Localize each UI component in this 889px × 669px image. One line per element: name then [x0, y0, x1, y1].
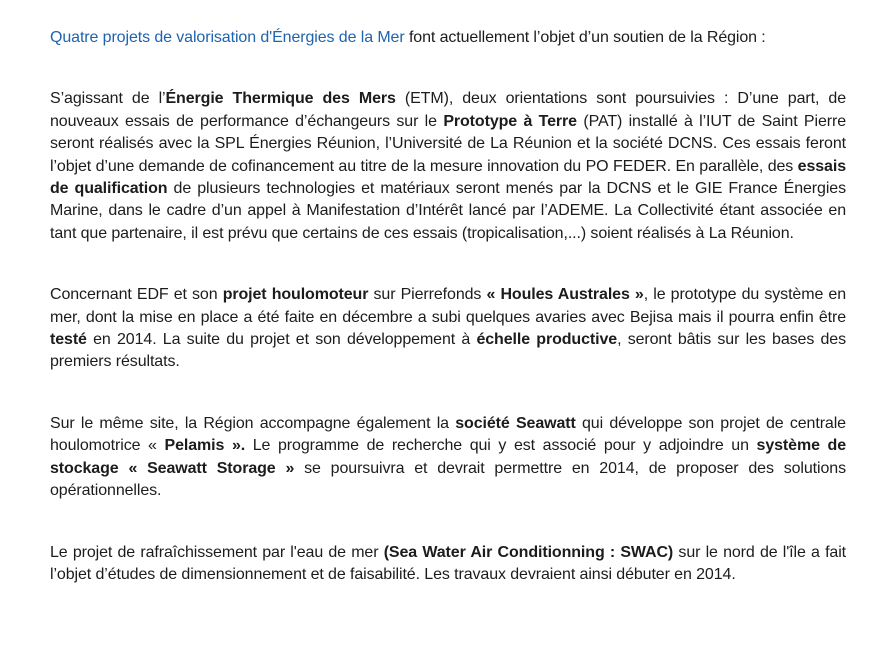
paragraph	[50, 88, 846, 245]
bold-text-run: « Houles Australes »	[486, 286, 644, 304]
text-run: Sur le même site, la Région accompagne également la	[50, 414, 456, 432]
paragraph	[50, 542, 846, 587]
bold-text-run: « Seawatt Storage »	[128, 459, 295, 477]
text-run: qui développe son projet de centrale houlomotrice «	[50, 414, 846, 455]
text-run: Le projet de rafraîchissement par l'eau de mer	[50, 543, 384, 561]
text-run: (ETM), deux orientations sont poursuivies : D’une part, de nouveaux essais de performance d’échangeurs sur le	[50, 90, 846, 130]
text-run: , le prototype du système en mer, dont la mise en place a été faite en décembre a subi quelques avaries avec Bejisa mais il pourra enfin être	[50, 286, 846, 326]
text-run: , seront bâtis sur les bases des premiers résultats.	[50, 331, 846, 371]
bold-text-run: (Sea Water Air Conditionning : SWAC)	[383, 543, 674, 561]
bold-text-run: Prototype à Terre	[443, 112, 577, 130]
text-run: Le programme de recherche qui y est associé pour y adjoindre un	[245, 437, 757, 455]
bold-text-run: société Seawatt	[455, 414, 576, 432]
text-run: (PAT) installé à l’IUT de Saint Pierre seront réalisés avec la SPL Énergies Réunion, l’Université de La Réunion et la société DCNS. Ces essais feront l’objet d’une demande de cofinancement au titre de la mesure innovation du PO FEDER. En parallèle, des	[50, 112, 846, 175]
text-run: sur le nord de l'île a fait l’objet d’études de dimensionnement et de faisabilité. Les travaux devraient ainsi débuter en 2014.	[50, 543, 847, 583]
bold-text-run: échelle productive	[476, 331, 618, 349]
bold-text-run: projet houlomoteur	[222, 286, 369, 304]
paragraph	[50, 413, 846, 503]
bold-text-run: testé	[50, 331, 87, 349]
text-run	[119, 460, 129, 477]
document-body	[50, 27, 846, 586]
text-run: sur Pierrefonds	[368, 286, 487, 304]
inline-link[interactable]: Quatre projets de valorisation d'Énergies de la Mer	[50, 29, 405, 46]
text-run: Concernant EDF et son	[50, 286, 223, 304]
text-run: se poursuivra et devrait permettre en 2014, de proposer des solutions opérationnelles.	[50, 459, 846, 500]
bold-text-run: Énergie Thermique des Mers	[165, 90, 396, 108]
paragraph	[50, 27, 846, 49]
text-run: S’agissant de l’	[50, 90, 166, 108]
bold-text-run: essais de qualification	[50, 157, 846, 198]
text-run: en 2014. La suite du projet et son développement à	[86, 331, 477, 349]
paragraph	[50, 284, 846, 374]
text-run: de plusieurs technologies et matériaux seront menés par la DCNS et le GIE France Énergies Marine, dans le cadre d’un appel à Manifestation d’Intérêt lancé par l’ADEME. La Collectivité étant associée en tant que partenaire, il est prévu que certains de ces essais (tropicalisation,...) soient réalisés à La Réunion.	[50, 180, 846, 242]
text-run: font actuellement l’objet d’un soutien de la Région :	[404, 29, 766, 46]
bold-text-run: Pelamis ».	[164, 437, 246, 455]
bold-text-run: système de stockage	[50, 437, 847, 477]
